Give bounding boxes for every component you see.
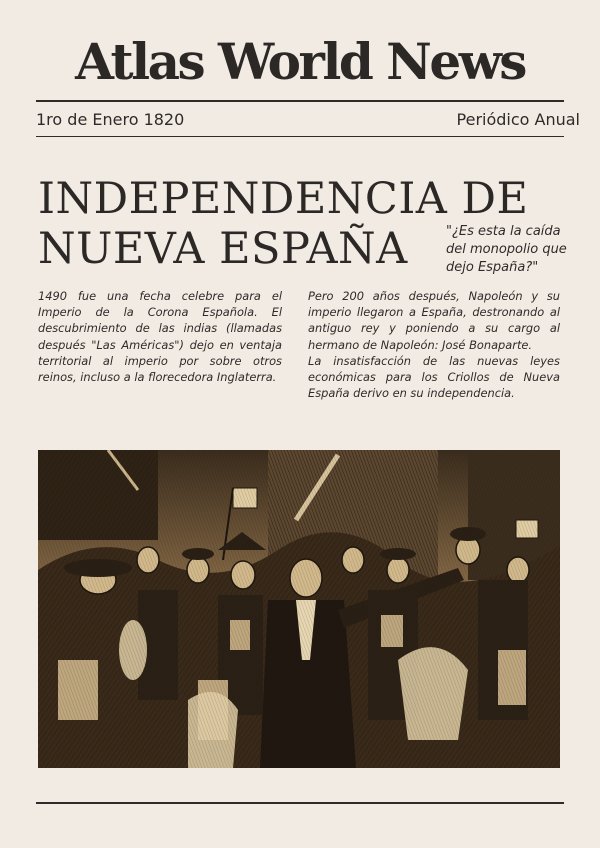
engraving-illustration (38, 450, 560, 768)
bottom-rule (36, 802, 564, 804)
edition-label: Periódico Anual (456, 110, 580, 129)
paragraph: 1490 fue una fecha celebre para el Imperio de la Corona Española. El descubrimiento de las indias (llamadas después "Las Américas") dejo en ventaja territorial al imperio por sobre otros reinos, incluso a la florecedora Inglaterra. (38, 289, 282, 385)
article-column-right (308, 288, 560, 401)
article-column-left (38, 288, 282, 385)
top-rule (36, 100, 564, 102)
article-tagline: "¿Es esta la caída del monopolio que dejo España?" (446, 224, 567, 275)
headline-line-1: INDEPENDENCIA DE (38, 174, 529, 224)
issue-date: 1ro de Enero 1820 (36, 110, 185, 129)
article-illustration (38, 450, 560, 768)
dateline-rule (36, 136, 564, 137)
headline-line-2: NUEVA ESPAÑA (38, 224, 408, 274)
masthead-title: Atlas World News (75, 32, 525, 91)
dateline (36, 110, 580, 129)
paragraph: Pero 200 años después, Napoleón y su imperio llegaron a España, destronando al antiguo rey y poniendo a su cargo al hermano de Napoleón: José Bonaparte. (308, 289, 560, 352)
paragraph: La insatisfacción de las nuevas leyes económicas para los Criollos de Nueva España derivo en su independencia. (308, 353, 560, 401)
